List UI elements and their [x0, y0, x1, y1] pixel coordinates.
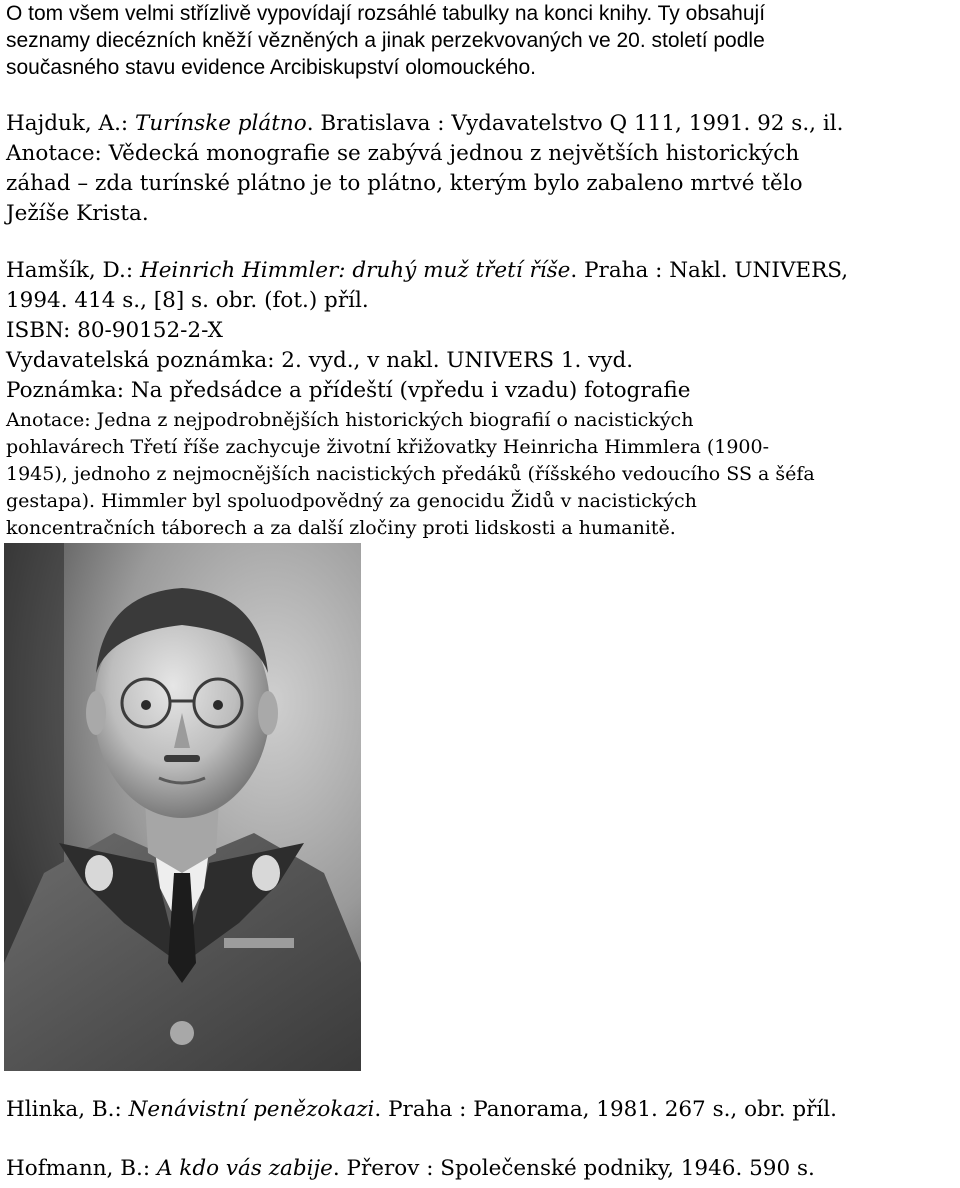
- annotation-line: koncentračních táborech a za další zločiny proti lidskosti a humanitě.: [6, 517, 676, 539]
- citation-line: [6, 1095, 837, 1125]
- annotation-line: 1945), jednoho z nejmocnějších nacistických předáků (říšského vedoucího SS a šéfa: [6, 463, 815, 485]
- annotation-line: gestapa). Himmler byl spoluodpovědný za genocidu Židů v nacistických: [6, 490, 697, 512]
- author: Hajduk, A.:: [6, 111, 135, 136]
- annotation-line: Ježíše Krista.: [6, 201, 149, 226]
- imprint: . Praha : Nakl. UNIVERS,: [570, 258, 849, 283]
- annotation-line: záhad – zda turínské plátno je to plátno, kterým bylo zabaleno mrtvé tělo: [6, 171, 803, 196]
- portrait-photo: [4, 543, 361, 1071]
- citation-line-2: 1994. 414 s., [8] s. obr. (fot.) příl.: [6, 288, 369, 313]
- citation-line: [6, 1154, 815, 1184]
- intro-line: současného stavu evidence Arcibiskupství olomouckého.: [6, 56, 536, 79]
- imprint: . Přerov : Společenské podniky, 1946. 590 s.: [332, 1156, 815, 1181]
- book-title: Heinrich Himmler: druhý muž třetí říše: [139, 258, 571, 283]
- book-title: Turínske plátno: [134, 111, 307, 136]
- entry-hajduk: [6, 109, 843, 229]
- intro-line: O tom všem velmi střízlivě vypovídají rozsáhlé tabulky na konci knihy. Ty obsahují: [6, 2, 766, 25]
- imprint: . Praha : Panorama, 1981. 267 s., obr. příl.: [374, 1097, 838, 1122]
- annotation-line: Anotace: Jedna z nejpodrobnějších historických biografií o nacistických: [6, 409, 694, 431]
- entry-hofmann: [6, 1154, 815, 1184]
- citation-line: [6, 256, 848, 286]
- citation-line: [6, 109, 843, 139]
- author: Hamšík, D.:: [6, 258, 140, 283]
- intro-line: seznamy diecézních kněží vězněných a jinak perzekvovaných ve 20. století podle: [6, 29, 765, 52]
- entry-hamsik: [6, 256, 848, 406]
- book-title: Nenávistní penězokazi: [128, 1097, 375, 1122]
- intro-paragraph: [6, 0, 765, 81]
- book-title: A kdo vás zabije: [156, 1156, 333, 1181]
- author: Hofmann, B.:: [6, 1156, 157, 1181]
- annotation-line: pohlavárech Třetí říše zachycuje životní křižovatky Heinricha Himmlera (1900-: [6, 436, 770, 458]
- hamsik-annotation: [6, 407, 815, 542]
- annotation-line: Anotace: Vědecká monografie se zabývá jednou z největších historických: [6, 141, 800, 166]
- author: Hlinka, B.:: [6, 1097, 129, 1122]
- entry-hlinka: [6, 1095, 837, 1125]
- publisher-note: Vydavatelská poznámka: 2. vyd., v nakl. UNIVERS 1. vyd.: [6, 348, 634, 373]
- imprint: . Bratislava : Vydavatelstvo Q 111, 1991. 92 s., il.: [306, 111, 844, 136]
- isbn: ISBN: 80-90152-2-X: [6, 318, 223, 343]
- note: Poznámka: Na předsádce a přídeští (vpředu i vzadu) fotografie: [6, 378, 691, 403]
